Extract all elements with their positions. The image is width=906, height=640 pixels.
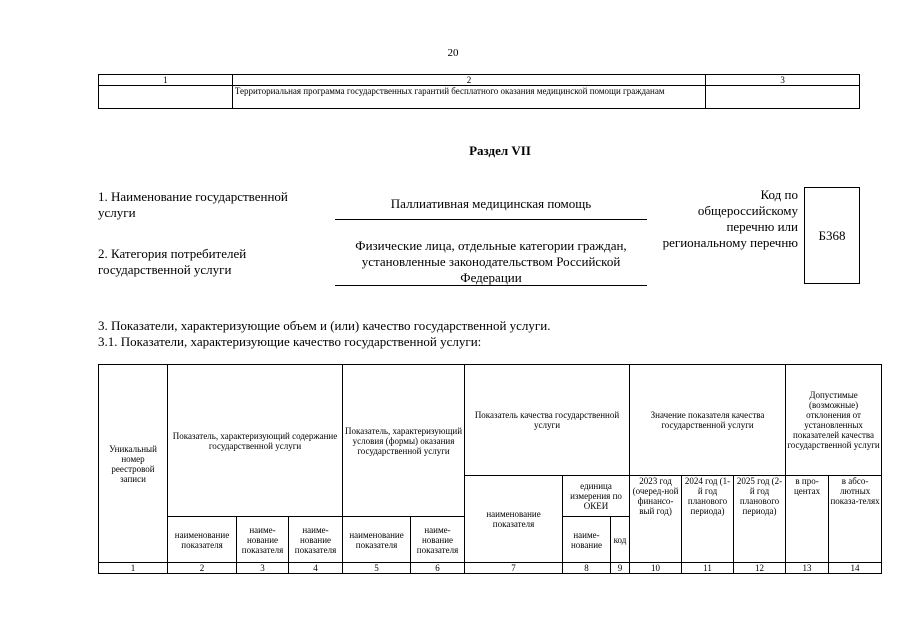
column-number: 3	[237, 563, 289, 574]
column-number: 8	[563, 563, 611, 574]
program-cell: Территориальная программа государственных гарантий бесплатного оказания медицинской помощи гражданам	[232, 86, 705, 109]
consumers-label: 2. Категория потребителей государственной услуги	[98, 246, 247, 277]
paragraph-3: 3. Показатели, характеризующие объем и (или) качество государственной услуги.	[98, 318, 551, 333]
unique-number-header: Уникальный номер реестровой записи	[99, 365, 168, 563]
header-table	[98, 74, 860, 109]
column-number: 2	[168, 563, 237, 574]
unit-name-header: наиме-нование	[563, 517, 611, 563]
divider	[335, 285, 647, 286]
sub-indicator-name-header: наименование показателя	[343, 517, 411, 563]
code-label: Код по общероссийскому перечню или региональному перечню	[662, 187, 798, 250]
paragraph-3-1: 3.1. Показатели, характеризующие качество государственной услуги:	[98, 334, 482, 349]
col-header-1: 1	[99, 75, 233, 86]
divider	[335, 219, 647, 220]
column-number: 4	[289, 563, 343, 574]
empty-cell	[99, 86, 233, 109]
sub-indicator-name-header: наиме-нование показателя	[411, 517, 465, 563]
quality-table	[98, 364, 882, 574]
column-number: 7	[465, 563, 563, 574]
column-number: 10	[630, 563, 682, 574]
year-2024-header: 2024 год (1-й год планового периода)	[682, 476, 734, 563]
empty-cell	[706, 86, 860, 109]
column-number: 9	[611, 563, 630, 574]
column-number: 13	[786, 563, 829, 574]
sub-indicator-name-header: наиме-нование показателя	[237, 517, 289, 563]
column-number: 12	[734, 563, 786, 574]
col-header-3: 3	[706, 75, 860, 86]
value-header: Значение показателя качества государственной услуги	[630, 365, 786, 476]
section-title: Раздел VII	[469, 143, 531, 158]
column-number: 1	[99, 563, 168, 574]
deviation-header: Допустимые (возможные) отклонения от установленных показателей качества государственной услуги	[786, 365, 882, 476]
year-2023-header: 2023 год (очеред-ной финансо-вый год)	[630, 476, 682, 563]
code-box	[804, 187, 860, 284]
unit-header: единица измерения по ОКЕИ	[563, 476, 630, 517]
year-2025-header: 2025 год (2-й год планового периода)	[734, 476, 786, 563]
quality-indicator-header: Показатель качества государственной услуги	[465, 365, 630, 476]
indicator-name-header: наименование показателя	[465, 476, 563, 563]
column-number: 11	[682, 563, 734, 574]
sub-indicator-name-header: наиме-нование показателя	[289, 517, 343, 563]
unit-code-header: код	[611, 517, 630, 563]
column-number: 14	[829, 563, 882, 574]
deviation-absolute-header: в абсо-лютных показа-телях	[829, 476, 882, 563]
column-number: 5	[343, 563, 411, 574]
code-value: Б368	[818, 227, 846, 243]
col-header-2: 2	[232, 75, 705, 86]
service-name-value: Паллиативная медицинская помощь	[390, 196, 592, 211]
column-number: 6	[411, 563, 465, 574]
page-number: 20	[447, 47, 459, 59]
consumers-value: Физические лица, отдельные категории граждан, установленные законодательством Российской Федерации	[355, 238, 627, 285]
conditions-indicator-header: Показатель, характеризующий условия (формы) оказания государственной услуги	[343, 365, 465, 517]
service-name-label: 1. Наименование государственной услуги	[98, 189, 288, 220]
deviation-percent-header: в про-центах	[786, 476, 829, 563]
content-indicator-header: Показатель, характеризующий содержание государственной услуги	[168, 365, 343, 517]
sub-indicator-name-header: наименование показателя	[168, 517, 237, 563]
